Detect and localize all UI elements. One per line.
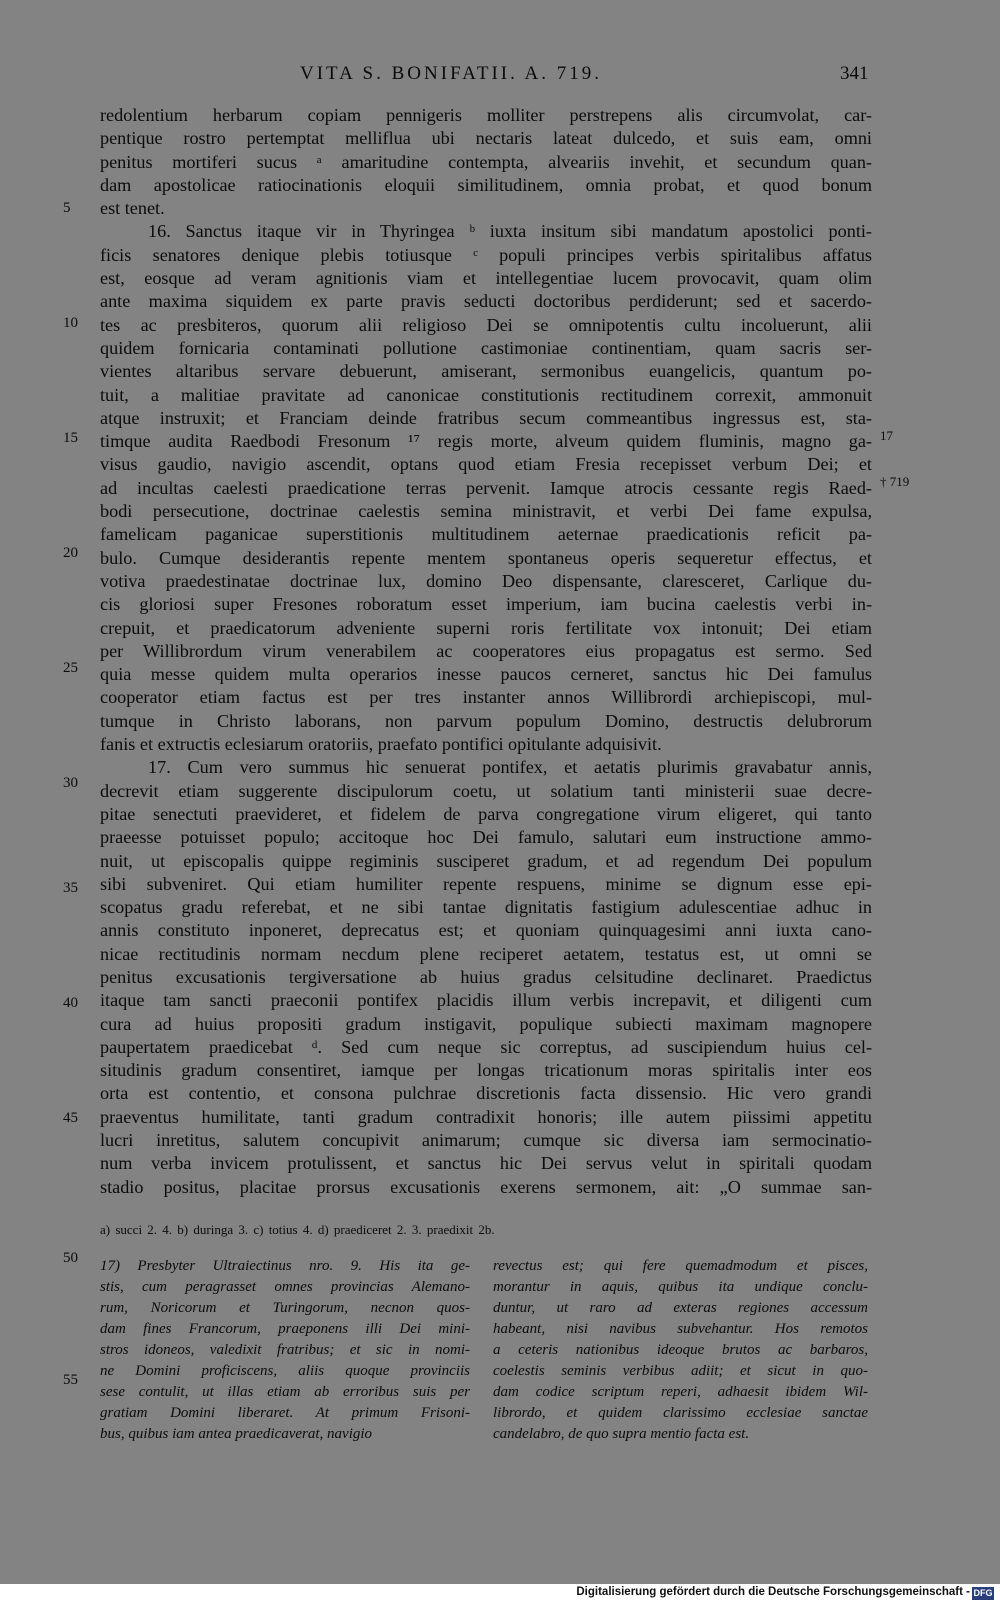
text-line: dam apostolicae ratiocinationis eloquii similitudinem, omnia probat, et quod bonum	[100, 174, 872, 195]
footnote-line: dam fines Francorum, praeponens illi Dei mini-	[100, 1321, 470, 1337]
footnote-line: librordo, et quidem clarissimo ecclesiae sanctae	[493, 1405, 868, 1421]
text-line: lucri inretitus, salutem concupivit animarum; cumque sic diversa iam sermocinatio-	[100, 1130, 872, 1151]
line-number: 45	[63, 1110, 78, 1126]
text-line: per Willibrordum virum venerabilem ac cooperatores eius propagatus est sermo. Sed	[100, 640, 872, 661]
footnote-line: candelabro, de quo supra mentio facta est.	[493, 1426, 750, 1442]
text-line: timque audita Raedbodi Fresonum ¹⁷ regis morte, alveum quidem fluminis, magno ga-	[100, 431, 872, 452]
line-number: 55	[63, 1372, 78, 1388]
text-line: nuit, ut episcopalis quippe regiminis susciperet gradum, et ad regendum Dei populum	[100, 850, 872, 871]
margin-note-17: 17	[880, 428, 893, 443]
footnote-line: bus, quibus iam antea praedicaverat, navigio	[100, 1426, 373, 1442]
text-line: bulo. Cumque desiderantis repente mentem spontaneus operis sequeretur effectus, et	[100, 547, 872, 568]
text-line: quidem fornicaria contaminati pollutione castimoniae continentiam, quam sacris ser-	[100, 337, 872, 358]
text-line: praeesse potuisset populo; accitoque hoc Dei famulo, salutari eum instructione ammo-	[100, 827, 872, 848]
footnote-line: morantur in aquis, quibus ita undique conclu-	[493, 1279, 868, 1295]
line-number: 50	[63, 1250, 78, 1266]
text-line: visus gaudio, navigio ascendit, optans quod etiam Fresia recepisset verbum Dei; et	[100, 454, 872, 475]
text-line: scopatus gradu referebat, et ne sibi tantae dignitatis fastigium adulescentiae adhuc in	[100, 897, 872, 918]
line-number: 25	[63, 660, 78, 676]
footnote-line: ne Domini proficiscens, aliis quoque provinciis	[100, 1363, 470, 1379]
text-line: ad incultas caelesti praedicatione terras pervenit. Iamque atrocis cessante regis Raed-	[100, 477, 872, 498]
text-line: fanis et extructis eclesiarum oratoriis, praefato pontifici opitulante adquisivit.	[100, 734, 662, 755]
footnote-line: coelestis seminis verbibus adiit; et sicut in quo-	[493, 1363, 868, 1379]
text-line: cura ad huius propositi gradum instigavit, populique subiecti maximam magnopere	[100, 1013, 872, 1034]
text-line: crepuit, et praedicatorum adveniente superni roris fertilitate vox intonuit; Dei etiam	[100, 617, 872, 638]
text-line: situdinis gradum consentiret, iamque per longas tricationum moras spiritalis inter eos	[100, 1060, 872, 1081]
text-line: sibi subveniret. Qui etiam humiliter repente respuens, minime se dignum esse epi-	[100, 873, 872, 894]
text-line: tumque in Christo laborans, non parvum populum Domino, destructis delubrorum	[100, 710, 872, 731]
main-text	[100, 104, 872, 1199]
line-number: 15	[63, 430, 78, 446]
footnote-line: sese contulit, ut illas etiam ab erroribus suis per	[100, 1384, 470, 1400]
footnote-line: 17) Presbyter Ultraiectinus nro. 9. His ita ge-	[100, 1258, 470, 1274]
footnote-line: stros idoneos, valedixit fratribus; et sic in nomi-	[100, 1342, 470, 1358]
text-line: decrevit etiam suggerente discipulorum coetu, ut solatium tanti ministerii suae decre-	[100, 780, 872, 801]
text-line: cooperator etiam factus est per tres instanter annos Willibrordi archiepiscopi, mul-	[100, 687, 872, 708]
line-number: 40	[63, 995, 78, 1011]
footnote-line: revectus est; qui fere quemadmodum et pisces,	[493, 1258, 868, 1274]
text-line: ante maxima siquidem ex parte pravis seducti doctoribus perdiderunt; sed et sacerdo-	[100, 291, 872, 312]
text-line: pitae senectuti praevideret, et fidelem de parva congregatione virum eligeret, qui tanto	[100, 803, 872, 824]
running-header	[0, 63, 1000, 93]
text-line: num verba invicem protulissent, et sanctus hic Dei servus velut in spiritali quodam	[100, 1153, 872, 1174]
text-line: quia messe quidem multa operarios inesse paucos cerneret, sanctus hic Dei famulus	[100, 664, 872, 685]
text-line: nicae rectitudinis normam necdum plene reciperet aetatem, testatus est, ut omni se	[100, 943, 872, 964]
text-line: vientes altaribus servare debuerunt, amiserant, sermonibus euangelicis, quantum po-	[100, 361, 872, 382]
text-line: penitus mortiferi sucus ᵃ amaritudine contempta, alveariis invehit, et secundum quan-	[100, 151, 872, 172]
margin-note-year: † 719	[880, 474, 910, 489]
text-line: pentique rostro pertemptat melliflua ubi nectaris lateat dulcedo, et suis eam, omni	[100, 128, 872, 149]
footnote-column-right	[493, 1256, 868, 1445]
footnote-line: rum, Noricorum et Turingorum, necnon quos-	[100, 1300, 470, 1316]
text-line: annis constituto inponeret, deprecatus est; et quoniam quinquagesimi anni iuxta cano-	[100, 920, 872, 941]
text-line: 16. Sanctus itaque vir in Thyringea ᵇ iuxta insitum sibi mandatum apostolici ponti-	[148, 221, 872, 242]
footnote-column-left	[100, 1256, 470, 1445]
text-line: famelicam paganicae superstitionis multitudinem aeternae praedicationis reficit pa-	[100, 524, 872, 545]
footnote-line: stis, cum peragrasset omnes provincias Alemano-	[100, 1279, 470, 1295]
text-line: votiva praedestinatae doctrinae lux, domino Deo dispensante, claresceret, Carlique du-	[100, 570, 872, 591]
footnote-line: habeant, nisi navibus subvehantur. Hos remotos	[493, 1321, 868, 1337]
line-number: 20	[63, 545, 78, 561]
dfg-logo: DFG	[973, 1588, 993, 1598]
credit-text: Digitalisierung gefördert durch die Deutsche Forschungsgemeinschaft -	[576, 1586, 970, 1598]
text-line: paupertatem praedicebat ᵈ. Sed cum neque sic correptus, ad suscipiendum huius cel-	[100, 1036, 872, 1057]
text-line: praeventus humilitate, tanti gradum contradixit honoris; ille autem piissimi appetitu	[100, 1106, 872, 1127]
footnote-line: a ceteris nationibus ideoque brutos ac barbaros,	[493, 1342, 868, 1358]
critical-apparatus: a) succi 2. 4. b) duringa 3. c) totius 4. d) praediceret 2. 3. praedixit 2b.	[100, 1222, 495, 1237]
header-title: VITA S. BONIFATII. A. 719.	[300, 63, 603, 84]
text-line: orta est contentio, et consona pulchrae discretionis facta dissensio. Hic vero grandi	[100, 1083, 872, 1104]
text-line: redolentium herbarum copiam pennigeris molliter perstrepens alis circumvolat, car-	[100, 105, 872, 125]
text-line: itaque tam sancti praeconii pontifex placidis illum verbis increpavit, et diligenti cum	[100, 990, 872, 1011]
text-line: est, eosque ad veram agnitionis viam et intellegentiae lucem provocavit, quam olim	[100, 268, 872, 289]
line-number: 35	[63, 880, 78, 896]
line-number: 30	[63, 775, 78, 791]
page-number: 341	[840, 63, 869, 84]
text-line: stadio positus, placitae prorsus excusationis exerens sermonem, ait: „O summae san-	[100, 1176, 872, 1197]
text-line: tes ac presbiteros, quorum alii religioso Dei se omnipotentis cultu incoluerunt, alii	[100, 314, 872, 335]
text-line: est tenet.	[100, 198, 165, 219]
text-line: penitus excusationis tergiversatione ab huius gradus celsitudine declinaret. Praedictus	[100, 966, 872, 987]
line-number: 10	[63, 315, 78, 331]
text-line: bodi persecutione, doctrinae caelestis semina ministravit, et verbi Dei fame expulsa,	[100, 501, 872, 522]
footnote-line: dam codice scriptum reperi, adhaesit ibidem Wil-	[493, 1384, 868, 1400]
text-line: 17. Cum vero summus hic senuerat pontifex, et aetatis plurimis gravabatur annis,	[148, 757, 872, 778]
text-line: cis gloriosi super Fresones roboratum esset imperium, iam bucina caelestis verbi in-	[100, 594, 872, 615]
footnote-line: duntur, ut raro ad exteras regiones accessum	[493, 1300, 868, 1316]
footnote-line: gratiam Domini liberaret. At primum Frisoni-	[100, 1405, 470, 1421]
text-line: tuit, a malitiae pravitate ad canonicae constitutionis rectitudinem correxit, ammonuit	[100, 384, 872, 405]
digitization-credit-bar	[0, 1584, 1000, 1604]
line-number: 5	[63, 200, 71, 216]
text-line: atque instruxit; et Franciam deinde fratribus secum commeantibus ingressus est, sta-	[100, 407, 872, 428]
text-line: ficis senatores denique plebis totiusque ᶜ populi principes verbis spiritalibus affatus	[100, 244, 872, 265]
